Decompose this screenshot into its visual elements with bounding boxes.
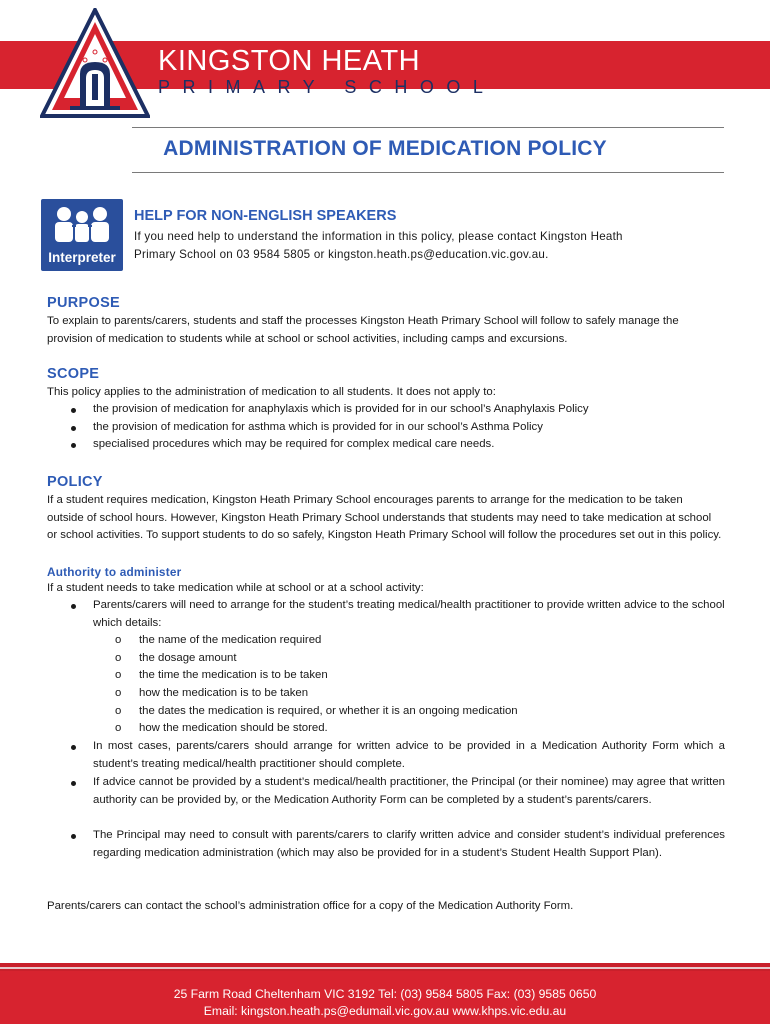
- sub-item: the name of the medication required: [139, 634, 322, 646]
- help-heading: HELP FOR NON-ENGLISH SPEAKERS: [134, 208, 397, 224]
- sub-item: how the medication should be stored.: [139, 722, 328, 734]
- sub-item: the dosage amount: [139, 652, 237, 664]
- bullet-dot: [71, 745, 76, 750]
- scope-heading: SCOPE: [47, 366, 100, 382]
- school-name: KINGSTON HEATH: [158, 45, 421, 77]
- bullet-dot: [71, 408, 76, 413]
- sub-bullet-marker: o: [115, 669, 122, 681]
- footer-contact: Email: kingston.heath.ps@edumail.vic.gov.au www.khps.vic.edu.au: [203, 1004, 567, 1018]
- purpose-heading: PURPOSE: [47, 295, 121, 311]
- policy-bullet-4: The Principal may need to consult with parents/carers to clarify written advice and consider student’s individual preferences regarding medication administration (which may also be provided for in a student’s Student Health Support Plan).: [93, 829, 725, 859]
- page-title: ADMINISTRATION OF MEDICATION POLICY: [163, 137, 607, 160]
- help-line-2: Primary School on 03 9584 5805 or kingston.heath.ps@education.vic.gov.au.: [134, 247, 549, 261]
- sub-item: the time the medication is to be taken: [139, 669, 328, 681]
- purpose-text: To explain to parents/carers, students and staff the processes Kingston Heath Primary School will follow to safely manage the provision of medication to students while at school or school activities, including camps and excursions.: [47, 315, 679, 345]
- bullet-dot: [71, 604, 76, 609]
- sub-bullet-marker: o: [115, 722, 122, 734]
- policy-bullet-1: Parents/carers will need to arrange for the student’s treating medical/health practitioner to provide written advice to the school which details:: [93, 599, 725, 629]
- interpreter-icon: [41, 199, 123, 271]
- policy-text: If a student requires medication, Kingston Heath Primary School encourages parents to arrange for the medication to be taken outside of school hours. However, Kingston Heath Primary School understands that students may need to take medication at school or school activities. To support students to do so safely, Kingston Heath Primary School will follow the procedures set out in this policy.: [47, 494, 722, 541]
- letterhead: [0, 0, 770, 120]
- sub-bullet-marker: o: [115, 634, 122, 646]
- policy-bullet-3: If advice cannot be provided by a student’s medical/health practitioner, the Principal (or their nominee) may agree that written authority can be provided by, or the Medication Authority Form can be completed by a student’s parents/carers.: [93, 776, 725, 806]
- scope-intro: This policy applies to the administration of medication to all students. It does not apply to:: [47, 386, 496, 398]
- footer: [0, 971, 770, 1024]
- sub-item: the dates the medication is required, or whether it is an ongoing medication: [139, 705, 518, 717]
- scope-item: specialised procedures which may be required for complex medical care needs.: [93, 438, 495, 450]
- sub-bullet-marker: o: [115, 705, 122, 717]
- bullet-dot: [71, 834, 76, 839]
- bullet-dot: [71, 426, 76, 431]
- bullet-dot: [71, 781, 76, 786]
- scope-item: the provision of medication for asthma which is provided for in our school’s Asthma Policy: [93, 421, 543, 433]
- authority-heading: Authority to administer: [47, 565, 182, 579]
- scope-item: the provision of medication for anaphylaxis which is provided for in our school’s Anaphylaxis Policy: [93, 403, 589, 415]
- sub-bullet-marker: o: [115, 687, 122, 699]
- sub-item: how the medication is to be taken: [139, 687, 309, 699]
- policy-heading: POLICY: [47, 474, 103, 490]
- help-line-1: If you need help to understand the information in this policy, please contact Kingston Heath: [134, 230, 623, 243]
- authority-intro: If a student needs to take medication while at school or at a school activity:: [47, 582, 424, 594]
- footer-stripe: [0, 967, 770, 969]
- school-logo: [40, 8, 150, 120]
- footer-address: 25 Farm Road Cheltenham VIC 3192 Tel: (03) 9584 5805 Fax: (03) 9585 0650: [173, 987, 597, 1001]
- sub-bullet-marker: o: [115, 652, 122, 664]
- school-subtitle: PRIMARY SCHOOL: [158, 77, 496, 97]
- bullet-dot: [71, 443, 76, 448]
- title-bottom-rule: [132, 172, 724, 173]
- closing-text: Parents/carers can contact the school’s administration office for a copy of the Medication Authority Form.: [47, 900, 574, 912]
- policy-bullet-2: In most cases, parents/carers should arrange for written advice to be provided in a Medication Authority Form which a student’s treating medical/health practitioner should complete.: [93, 740, 725, 770]
- interpreter-label: Interpreter: [48, 250, 116, 265]
- title-top-rule: [132, 127, 724, 128]
- help-text: [134, 228, 714, 263]
